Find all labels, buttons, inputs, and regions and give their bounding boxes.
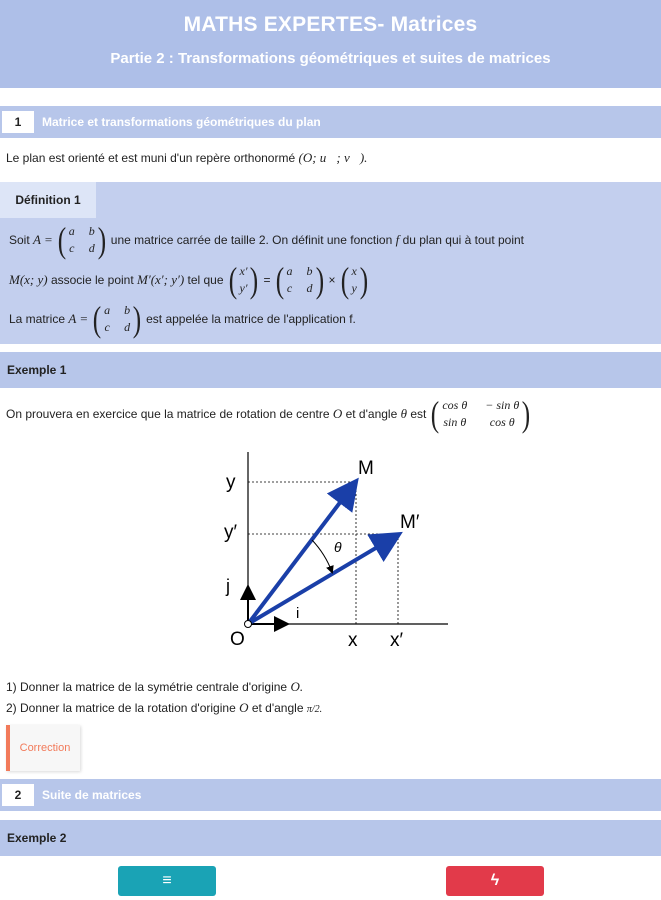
vector-xy: ( x y ) bbox=[340, 260, 369, 300]
correction-button[interactable]: Correction bbox=[6, 725, 80, 771]
section-header-1[interactable] bbox=[0, 106, 661, 138]
flash-button[interactable] bbox=[446, 866, 544, 896]
matrix-a: ( a b c d ) bbox=[57, 220, 106, 260]
definition-line-1: Soit A = ( a b c d ) une matrice carrée de taille 2. On définit une fonction f du plan qui à tout point bbox=[9, 220, 525, 260]
angle-arc bbox=[312, 540, 332, 572]
question-2: 2) Donner la matrice de la rotation d'origine O et d'angle π/2. bbox=[6, 700, 323, 715]
section-title: Suite de matrices bbox=[42, 788, 142, 802]
label-x-prime: x′ bbox=[390, 630, 404, 651]
section-header-2[interactable] bbox=[0, 779, 661, 811]
vector-om-prime bbox=[248, 536, 396, 624]
flash-icon: ϟ bbox=[490, 872, 500, 889]
menu-button[interactable] bbox=[118, 866, 216, 896]
matrix-a-2: ( a b c d ) bbox=[275, 260, 324, 300]
definition-box bbox=[0, 182, 661, 344]
definition-line-3: La matrice A = ( a b c d ) est appelée la matrice de l'application f. bbox=[9, 299, 356, 339]
example-1-header[interactable]: Exemple 1 bbox=[0, 352, 661, 388]
app-header bbox=[0, 0, 661, 88]
label-y: y bbox=[226, 472, 236, 493]
label-i: i bbox=[296, 605, 300, 622]
label-x: x bbox=[348, 630, 358, 651]
matrix-a-3: ( a b c d ) bbox=[92, 299, 142, 339]
label-j: j bbox=[226, 576, 230, 596]
label-theta: θ bbox=[334, 539, 342, 555]
example-2-header[interactable]: Exemple 2 bbox=[0, 820, 661, 856]
rotation-matrix: ( cos θ − sin θ sin θ cos θ ) bbox=[431, 394, 531, 434]
section-title: Matrice et transformations géométriques du plan bbox=[42, 115, 321, 129]
label-y-prime: y′ bbox=[224, 522, 238, 543]
question-1: 1) Donner la matrice de la symétrie centrale d'origine O. bbox=[6, 679, 304, 694]
origin-point bbox=[245, 621, 252, 628]
page-title: MATHS EXPERTES- Matrices bbox=[183, 13, 478, 36]
definition-line-2: M(x; y) associe le point M′(x′; y′) tel que ( x′ y′ ) = ( a b c d ) × ( x y ) bbox=[9, 260, 369, 300]
example-1-text: On prouvera en exercice que la matrice de rotation de centre O et d'angle θ est ( cos θ − sin θ sin θ cos θ ) bbox=[6, 394, 531, 434]
definition-label: Définition 1 bbox=[0, 182, 96, 218]
section-number: 2 bbox=[2, 784, 34, 806]
menu-icon: ≡ bbox=[162, 872, 172, 889]
label-m-prime: M′ bbox=[400, 512, 420, 533]
intro-text: Le plan est orienté et est muni d'un repère orthonormé (O; u⃗; v⃗). bbox=[6, 150, 368, 165]
section-number: 1 bbox=[2, 111, 34, 133]
label-m: M bbox=[358, 458, 374, 479]
label-o: O bbox=[230, 629, 245, 650]
vector-prime: ( x′ y′ ) bbox=[228, 260, 259, 300]
page-subtitle: Partie 2 : Transformations géométriques et suites de matrices bbox=[110, 50, 551, 67]
rotation-figure bbox=[210, 448, 460, 656]
